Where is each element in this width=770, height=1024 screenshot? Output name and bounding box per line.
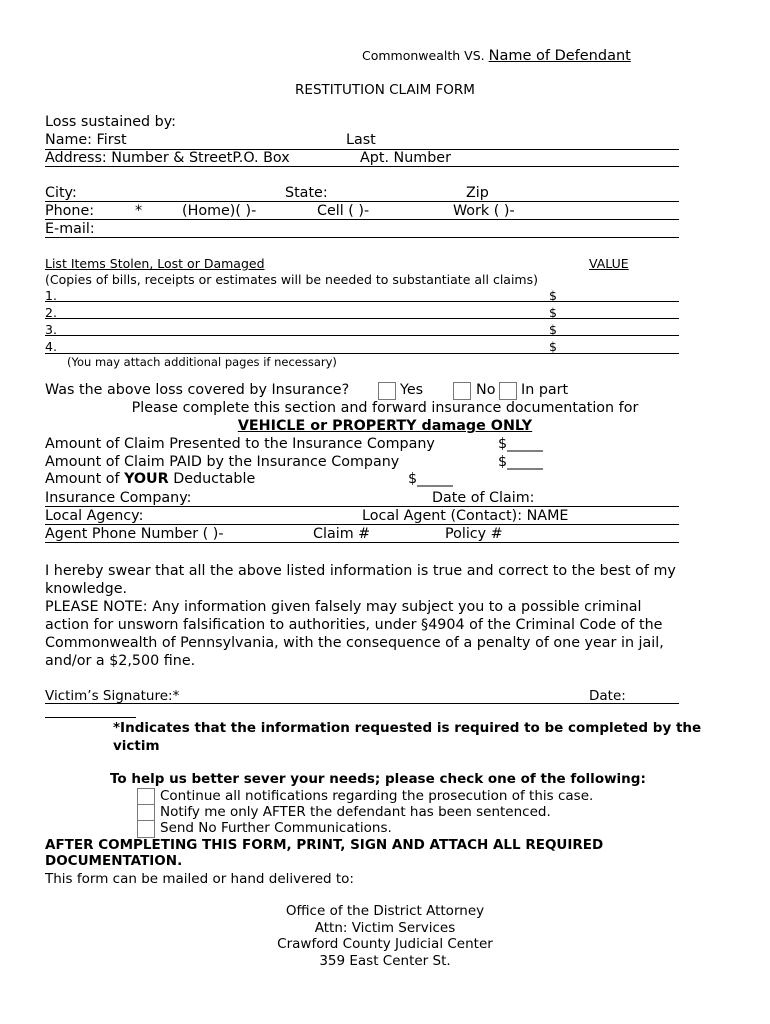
item-line-1[interactable] bbox=[45, 301, 679, 302]
agent-phone-line[interactable] bbox=[45, 542, 679, 543]
swear-line-2: knowledge. bbox=[45, 581, 128, 597]
deductible-label bbox=[45, 471, 255, 487]
email-label: E-mail: bbox=[45, 221, 95, 237]
signature-date-label: Date: bbox=[589, 688, 626, 704]
in-part-checkbox[interactable] bbox=[499, 382, 517, 400]
item-dollar: $ bbox=[549, 288, 557, 303]
yes-checkbox[interactable] bbox=[378, 382, 396, 400]
home-phone-label: (Home)( )- bbox=[182, 203, 257, 219]
no-further-communications-checkbox[interactable] bbox=[137, 820, 155, 838]
local-agency-label: Local Agency: bbox=[45, 508, 144, 524]
item-number: 2. bbox=[45, 305, 57, 320]
address-line[interactable] bbox=[45, 166, 679, 167]
caption-label: Commonwealth VS. bbox=[362, 48, 485, 63]
in-part-label: In part bbox=[521, 382, 569, 398]
city-line[interactable] bbox=[45, 201, 679, 202]
preferences-heading: To help us better sever your needs; please check one of the following: bbox=[110, 771, 646, 787]
address-label: Address: Number & StreetP.O. Box bbox=[45, 150, 290, 166]
insurance-company-line[interactable] bbox=[45, 506, 679, 507]
street-address: 359 East Center St. bbox=[319, 953, 451, 969]
claim-presented-amount[interactable]: $_____ bbox=[498, 436, 543, 452]
value-heading: VALUE bbox=[589, 256, 629, 271]
phone-line[interactable] bbox=[45, 219, 679, 220]
defendant-name: Name of Defendant bbox=[488, 48, 631, 64]
item-dollar: $ bbox=[549, 305, 557, 320]
claim-presented-label: Amount of Claim Presented to the Insurance Company bbox=[45, 436, 435, 452]
items-note: (Copies of bills, receipts or estimates will be needed to substantiate all claims) bbox=[45, 272, 538, 287]
note-line-3: Commonwealth of Pennsylvania, with the consequence of a penalty of one year in jail, bbox=[45, 635, 664, 651]
state-label: State: bbox=[285, 185, 328, 201]
local-agent-label: Local Agent (Contact): NAME bbox=[362, 508, 569, 524]
notify-after-sentence-label: Notify me only AFTER the defendant has been sentenced. bbox=[160, 804, 551, 820]
item-number: 3. bbox=[45, 322, 57, 337]
insurance-company-label: Insurance Company: bbox=[45, 490, 192, 506]
note-line-2: action for unsworn falsification to authorities, under §4904 of the Criminal Code of the bbox=[45, 617, 663, 633]
divider bbox=[45, 717, 136, 718]
date-of-claim-label: Date of Claim: bbox=[432, 490, 535, 506]
item-dollar: $ bbox=[549, 322, 557, 337]
insurance-question: Was the above loss covered by Insurance? bbox=[45, 382, 350, 398]
item-dollar: $ bbox=[549, 339, 557, 354]
name-last-label: Last bbox=[346, 132, 376, 148]
continue-notifications-label: Continue all notifications regarding the prosecution of this case. bbox=[160, 788, 594, 804]
item-line-4[interactable] bbox=[45, 353, 679, 354]
form-title: RESTITUTION CLAIM FORM bbox=[295, 82, 475, 98]
required-note-1: *Indicates that the information requested is required to be completed by the bbox=[113, 720, 702, 736]
required-star: * bbox=[135, 203, 143, 219]
swear-line-1: I hereby swear that all the above listed information is true and correct to the best of my bbox=[45, 563, 676, 579]
policy-number-label: Policy # bbox=[445, 526, 503, 542]
deductible-amount[interactable]: $_____ bbox=[408, 471, 453, 487]
attach-note: (You may attach additional pages if necessary) bbox=[67, 355, 337, 369]
mailed-note: This form can be mailed or hand delivered to: bbox=[45, 871, 354, 887]
claim-paid-amount[interactable]: $_____ bbox=[498, 454, 543, 470]
agent-phone-label: Agent Phone Number ( )- bbox=[45, 526, 224, 542]
caption bbox=[362, 48, 631, 64]
item-line-3[interactable] bbox=[45, 335, 679, 336]
vehicle-property-notice: VEHICLE or PROPERTY damage ONLY bbox=[237, 418, 533, 434]
attn-line: Attn: Victim Services bbox=[314, 920, 456, 936]
phone-label: Phone: bbox=[45, 203, 95, 219]
name-first-label: Name: First bbox=[45, 132, 127, 148]
item-number: 4. bbox=[45, 339, 57, 354]
deductible-prefix: Amount of bbox=[45, 471, 125, 487]
no-checkbox[interactable] bbox=[453, 382, 471, 400]
claim-number-label: Claim # bbox=[313, 526, 371, 542]
no-label: No bbox=[476, 382, 496, 398]
after-completing-1: AFTER COMPLETING THIS FORM, PRINT, SIGN AND ATTACH ALL REQUIRED bbox=[45, 837, 604, 853]
item-line-2[interactable] bbox=[45, 318, 679, 319]
local-agency-line[interactable] bbox=[45, 524, 679, 525]
office-name: Office of the District Attorney bbox=[285, 903, 485, 919]
note-line-4: and/or a $2,500 fine. bbox=[45, 653, 196, 669]
zip-label: Zip bbox=[466, 185, 489, 201]
email-line[interactable] bbox=[45, 237, 679, 238]
item-number: 1. bbox=[45, 288, 57, 303]
yes-label: Yes bbox=[400, 382, 424, 398]
note-line-1: PLEASE NOTE: Any information given falsely may subject you to a possible criminal bbox=[45, 599, 642, 615]
items-heading: List Items Stolen, Lost or Damaged bbox=[45, 256, 265, 271]
loss-heading: Loss sustained by: bbox=[45, 114, 176, 130]
deductible-your: YOUR bbox=[124, 471, 169, 487]
work-phone-label: Work ( )- bbox=[453, 203, 515, 219]
no-further-communications-label: Send No Further Communications. bbox=[160, 820, 392, 836]
deductible-suffix: Deductable bbox=[168, 471, 256, 487]
after-completing-2: DOCUMENTATION. bbox=[45, 853, 183, 869]
insurance-instruction: Please complete this section and forward insurance documentation for bbox=[131, 400, 639, 416]
apt-label: Apt. Number bbox=[360, 150, 451, 166]
victim-signature-label: Victim’s Signature:* bbox=[45, 688, 180, 704]
cell-phone-label: Cell ( )- bbox=[317, 203, 370, 219]
required-note-2: victim bbox=[113, 738, 160, 754]
city-label: City: bbox=[45, 185, 77, 201]
claim-paid-label: Amount of Claim PAID by the Insurance Company bbox=[45, 454, 400, 470]
judicial-center: Crawford County Judicial Center bbox=[277, 936, 493, 952]
